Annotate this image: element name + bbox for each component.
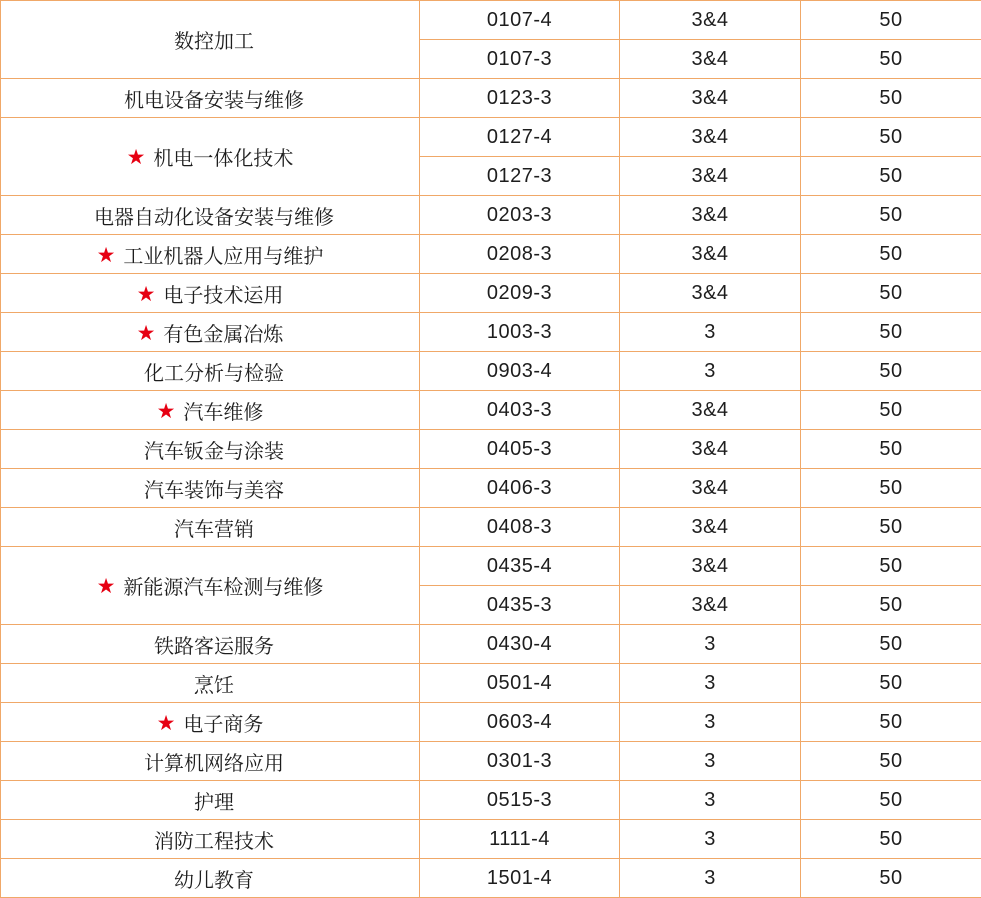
table-row [1, 430, 981, 469]
quota-cell: 50 [801, 586, 981, 625]
major-code-cell: 0209-3 [420, 274, 620, 313]
star-icon: ★ [137, 284, 156, 305]
star-icon: ★ [137, 323, 156, 344]
major-code-cell: 0515-3 [420, 781, 620, 820]
study-years-cell: 3&4 [620, 118, 801, 157]
major-name-cell [1, 313, 420, 352]
table-row [1, 235, 981, 274]
study-years-cell: 3 [620, 742, 801, 781]
quota-cell: 50 [801, 40, 981, 79]
table-row [1, 547, 981, 586]
major-code-cell: 0127-3 [420, 157, 620, 196]
major-name-cell [1, 664, 420, 703]
study-years-cell: 3 [620, 703, 801, 742]
table-row [1, 469, 981, 508]
study-years-cell: 3 [620, 820, 801, 859]
quota-cell: 50 [801, 781, 981, 820]
study-years-cell: 3&4 [620, 391, 801, 430]
major-name-cell [1, 781, 420, 820]
major-name-label: 电器自动化设备安装与维修 [94, 201, 334, 230]
major-name-inner [166, 513, 254, 542]
major-name-cell [1, 820, 420, 859]
major-code-cell: 0403-3 [420, 391, 620, 430]
study-years-cell: 3 [620, 781, 801, 820]
major-name-inner [146, 825, 274, 854]
quota-cell: 50 [801, 820, 981, 859]
major-name-label: 化工分析与检验 [144, 357, 284, 386]
major-name-inner [137, 279, 284, 308]
major-name-label: 机电设备安装与维修 [124, 84, 304, 113]
major-code-cell: 0406-3 [420, 469, 620, 508]
major-name-label: 机电一体化技术 [153, 142, 293, 171]
major-name-label: 数控加工 [174, 25, 254, 54]
major-code-cell: 0435-3 [420, 586, 620, 625]
major-name-inner [97, 240, 324, 269]
major-name-label: 汽车装饰与美容 [144, 474, 284, 503]
major-name-inner [136, 435, 284, 464]
major-name-label: 汽车维修 [183, 396, 263, 425]
study-years-cell: 3&4 [620, 40, 801, 79]
major-name-inner [97, 571, 324, 600]
quota-cell: 50 [801, 1, 981, 40]
quota-cell: 50 [801, 703, 981, 742]
study-years-cell: 3&4 [620, 430, 801, 469]
quota-cell: 50 [801, 235, 981, 274]
major-name-cell [1, 742, 420, 781]
study-years-cell: 3&4 [620, 1, 801, 40]
major-name-label: 计算机网络应用 [144, 747, 284, 776]
star-icon: ★ [97, 576, 116, 597]
study-years-cell: 3 [620, 625, 801, 664]
major-name-cell [1, 508, 420, 547]
table-row [1, 118, 981, 157]
major-name-label: 新能源汽车检测与维修 [123, 571, 323, 600]
major-name-cell [1, 430, 420, 469]
major-name-inner [186, 786, 234, 815]
major-code-cell: 0107-3 [420, 40, 620, 79]
major-name-cell [1, 1, 420, 79]
major-name-label: 有色金属冶炼 [163, 318, 283, 347]
major-name-cell [1, 352, 420, 391]
major-code-cell: 0203-3 [420, 196, 620, 235]
major-code-cell: 0501-4 [420, 664, 620, 703]
table-row [1, 352, 981, 391]
major-name-cell [1, 547, 420, 625]
major-name-inner [157, 708, 264, 737]
quota-cell: 50 [801, 664, 981, 703]
quota-cell: 50 [801, 313, 981, 352]
table-row [1, 274, 981, 313]
quota-cell: 50 [801, 79, 981, 118]
major-code-cell: 0430-4 [420, 625, 620, 664]
table-row [1, 859, 981, 898]
quota-cell: 50 [801, 274, 981, 313]
study-years-cell: 3 [620, 313, 801, 352]
major-name-inner [136, 747, 284, 776]
study-years-cell: 3&4 [620, 79, 801, 118]
major-name-cell [1, 235, 420, 274]
study-years-cell: 3&4 [620, 508, 801, 547]
major-code-cell: 0123-3 [420, 79, 620, 118]
study-years-cell: 3 [620, 352, 801, 391]
major-name-label: 汽车钣金与涂装 [144, 435, 284, 464]
quota-cell: 50 [801, 157, 981, 196]
quota-cell: 50 [801, 391, 981, 430]
major-name-cell [1, 469, 420, 508]
major-code-cell: 0603-4 [420, 703, 620, 742]
table-row [1, 313, 981, 352]
study-years-cell: 3 [620, 664, 801, 703]
quota-cell: 50 [801, 742, 981, 781]
major-code-cell: 1111-4 [420, 820, 620, 859]
major-name-inner [146, 630, 274, 659]
table-row [1, 391, 981, 430]
study-years-cell: 3&4 [620, 547, 801, 586]
quota-cell: 50 [801, 508, 981, 547]
quota-cell: 50 [801, 430, 981, 469]
quota-cell: 50 [801, 469, 981, 508]
star-icon: ★ [97, 245, 116, 266]
major-code-cell: 1501-4 [420, 859, 620, 898]
major-name-label: 铁路客运服务 [154, 630, 274, 659]
study-years-cell: 3&4 [620, 157, 801, 196]
quota-cell: 50 [801, 196, 981, 235]
majors-table-body [1, 1, 981, 898]
major-name-cell [1, 703, 420, 742]
major-name-cell [1, 79, 420, 118]
major-code-cell: 0405-3 [420, 430, 620, 469]
major-code-cell: 0903-4 [420, 352, 620, 391]
major-code-cell: 0435-4 [420, 547, 620, 586]
major-name-label: 电子商务 [183, 708, 263, 737]
major-code-cell: 0127-4 [420, 118, 620, 157]
major-name-label: 汽车营销 [174, 513, 254, 542]
major-name-cell [1, 118, 420, 196]
table-row [1, 820, 981, 859]
major-name-label: 工业机器人应用与维护 [123, 240, 323, 269]
quota-cell: 50 [801, 118, 981, 157]
major-name-label: 烹饪 [194, 669, 234, 698]
table-row [1, 79, 981, 118]
major-code-cell: 1003-3 [420, 313, 620, 352]
study-years-cell: 3&4 [620, 196, 801, 235]
major-code-cell: 0208-3 [420, 235, 620, 274]
table-row [1, 664, 981, 703]
quota-cell: 50 [801, 547, 981, 586]
major-name-inner [166, 864, 254, 893]
major-name-inner [137, 318, 284, 347]
major-name-inner [166, 25, 254, 54]
major-name-inner [136, 474, 284, 503]
major-name-inner [136, 357, 284, 386]
study-years-cell: 3&4 [620, 235, 801, 274]
quota-cell: 50 [801, 352, 981, 391]
star-icon: ★ [127, 147, 146, 168]
major-name-inner [186, 669, 234, 698]
major-name-cell [1, 196, 420, 235]
table-row [1, 742, 981, 781]
table-row [1, 625, 981, 664]
major-code-cell: 0301-3 [420, 742, 620, 781]
table-row [1, 196, 981, 235]
star-icon: ★ [157, 401, 176, 422]
major-name-cell [1, 625, 420, 664]
table-row [1, 781, 981, 820]
major-name-cell [1, 274, 420, 313]
major-name-label: 消防工程技术 [154, 825, 274, 854]
star-icon: ★ [157, 713, 176, 734]
quota-cell: 50 [801, 625, 981, 664]
major-name-label: 护理 [194, 786, 234, 815]
major-name-inner [116, 84, 304, 113]
major-name-inner [86, 201, 334, 230]
major-name-cell [1, 391, 420, 430]
major-name-label: 电子技术运用 [163, 279, 283, 308]
study-years-cell: 3&4 [620, 586, 801, 625]
quota-cell: 50 [801, 859, 981, 898]
table-row [1, 703, 981, 742]
major-code-cell: 0107-4 [420, 1, 620, 40]
table-row [1, 508, 981, 547]
table-row [1, 1, 981, 40]
major-name-inner [157, 396, 264, 425]
study-years-cell: 3&4 [620, 274, 801, 313]
study-years-cell: 3&4 [620, 469, 801, 508]
major-name-label: 幼儿教育 [174, 864, 254, 893]
study-years-cell: 3 [620, 859, 801, 898]
major-code-cell: 0408-3 [420, 508, 620, 547]
major-name-inner [127, 142, 294, 171]
major-name-cell [1, 859, 420, 898]
